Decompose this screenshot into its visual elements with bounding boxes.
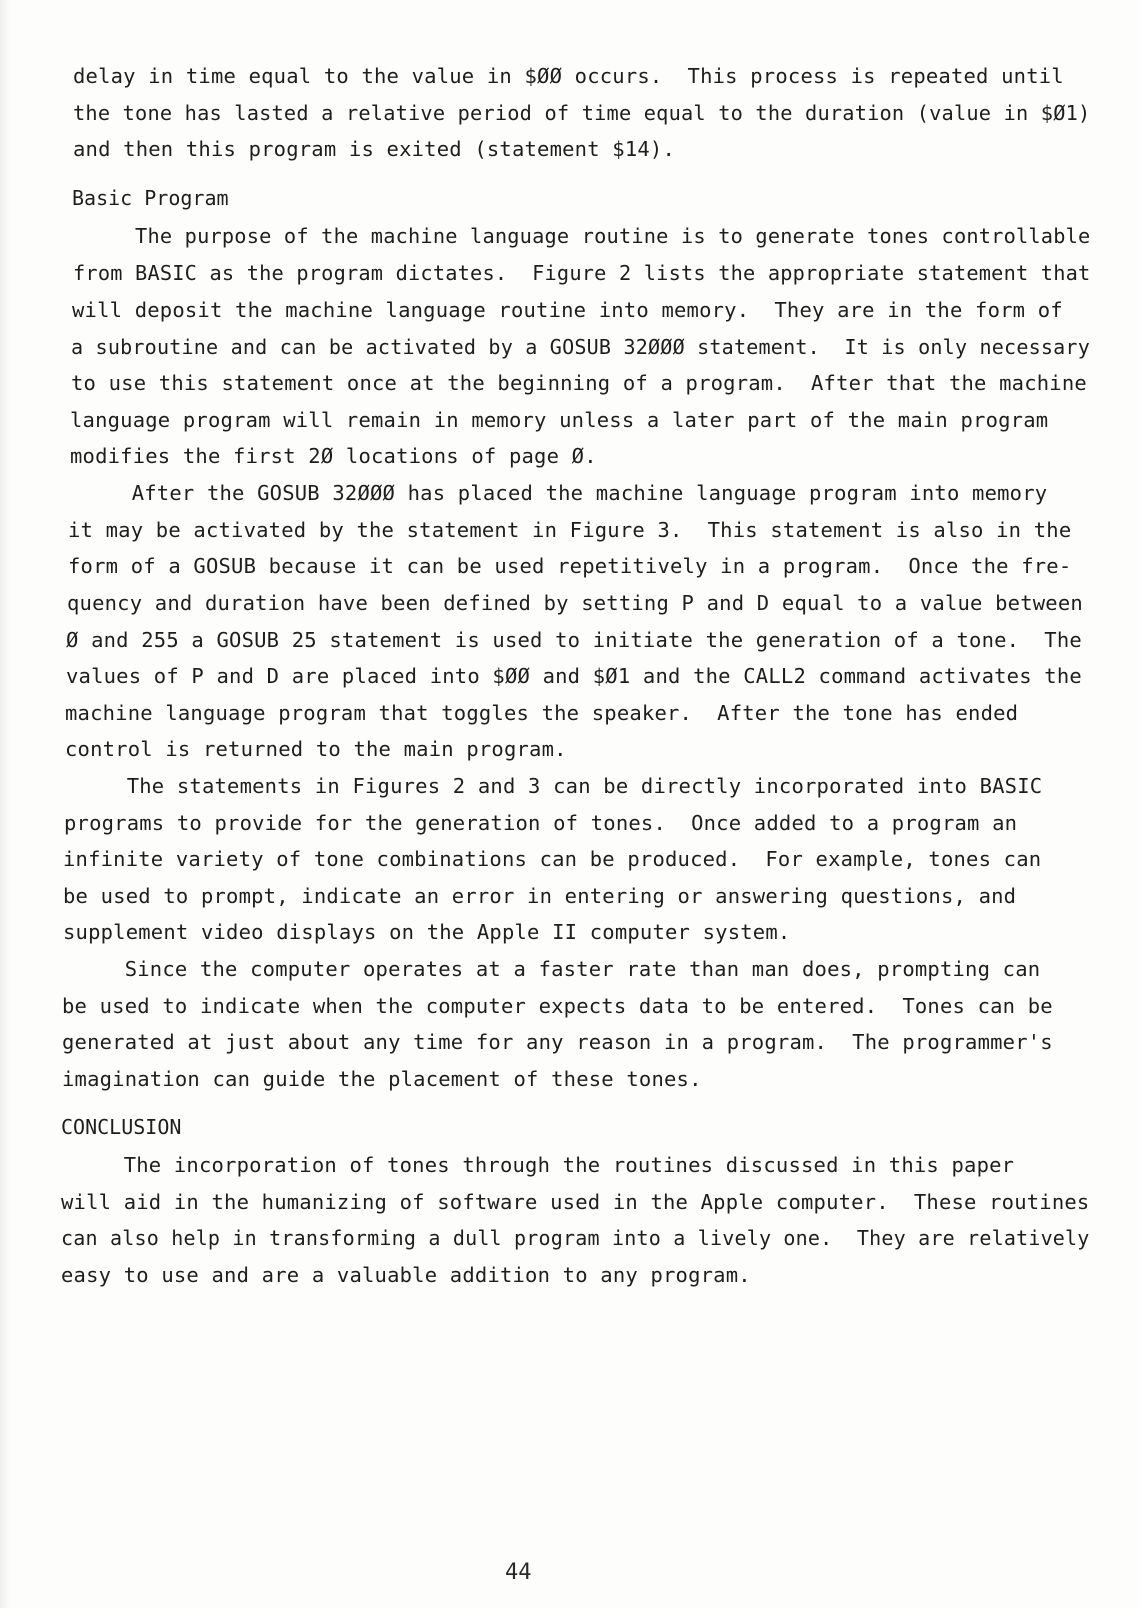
text-line: Since the computer operates at a faster rate than man does, prompting can <box>62 957 1041 981</box>
section-heading-conclusion: CONCLUSION <box>61 1115 182 1139</box>
text-line: values of P and D are placed into $ØØ and $Ø1 and the CALL2 command activates the <box>66 664 1082 688</box>
text-line: control is returned to the main program. <box>65 737 567 761</box>
text-line: The purpose of the machine language routine is to generate tones controllable <box>73 224 1091 248</box>
scan-edge-shadow <box>0 0 10 1608</box>
text-line: generated at just about any time for any reason in a program. The programmer's <box>62 1030 1053 1054</box>
text-line: programs to provide for the generation of tones. Once added to a program an <box>64 811 1018 835</box>
text-line: supplement video displays on the Apple II computer system. <box>63 920 791 944</box>
page-number: 44 <box>505 1560 532 1585</box>
text-line: will deposit the machine language routine into memory. They are in the form of <box>72 298 1063 322</box>
text-line: delay in time equal to the value in $ØØ occurs. This process is repeated until <box>73 64 1064 88</box>
text-line: The incorporation of tones through the routines discussed in this paper <box>61 1153 1015 1177</box>
text-line: language program will remain in memory unless a later part of the main program <box>70 408 1049 432</box>
text-line: from BASIC as the program dictates. Figure 2 lists the appropriate statement that <box>73 261 1091 285</box>
text-line: easy to use and are a valuable addition to any program. <box>61 1263 751 1287</box>
text-line: infinite variety of tone combinations can be produced. For example, tones can <box>63 847 1042 871</box>
text-line: be used to prompt, indicate an error in entering or answering questions, and <box>63 884 1017 908</box>
text-line: it may be activated by the statement in Figure 3. This statement is also in the <box>68 518 1072 542</box>
text-line: a subroutine and can be activated by a GOSUB 32ØØØ statement. It is only necessary <box>71 335 1090 359</box>
text-line: can also help in transforming a dull program into a lively one. They are relatively <box>61 1226 1090 1250</box>
text-line: The statements in Figures 2 and 3 can be directly incorporated into BASIC <box>64 774 1043 798</box>
text-line: quency and duration have been defined by setting P and D equal to a value between <box>67 591 1083 615</box>
section-heading-basic-program: Basic Program <box>72 186 229 210</box>
text-line: Ø and 255 a GOSUB 25 statement is used to initiate the generation of a tone. The <box>66 628 1082 652</box>
text-line: form of a GOSUB because it can be used repetitively in a program. Once the fre- <box>68 554 1072 578</box>
text-line: be used to indicate when the computer expects data to be entered. Tones can be <box>62 994 1053 1018</box>
text-line: machine language program that toggles the speaker. After the tone has ended <box>65 701 1019 725</box>
text-line: to use this statement once at the beginning of a program. After that the machine <box>71 371 1087 395</box>
text-line: and then this program is exited (statement $14). <box>73 137 676 161</box>
text-line: will aid in the humanizing of software used in the Apple computer. These routines <box>61 1190 1090 1214</box>
text-line: After the GOSUB 32ØØØ has placed the machine language program into memory <box>69 481 1048 505</box>
text-line: the tone has lasted a relative period of time equal to the duration (value in $Ø1) <box>73 101 1091 125</box>
text-line: imagination can guide the placement of these tones. <box>62 1067 702 1091</box>
text-line: modifies the first 2Ø locations of page Ø. <box>70 444 597 468</box>
